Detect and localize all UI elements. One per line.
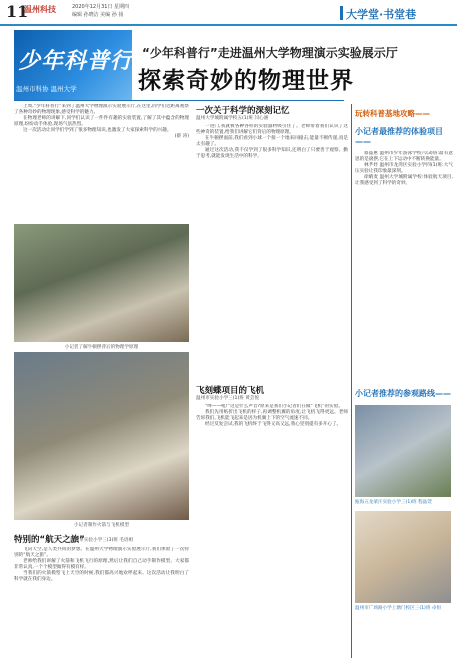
intro-credit: (蔡 涛) (174, 134, 189, 140)
article-paragraph: 经过反复尝试,我的飞机终于飞得又高又远,我心里别提有多开心了。 (205, 422, 342, 428)
image-caption: 温州市广场路小学上塘门校区三(1)班 卓恒 (355, 606, 442, 611)
sidebar-section-title: 小记者最推荐的体验项目—— (355, 127, 443, 146)
intro-paragraph: 上周,“少年科普行”来到了温州大学物理演示实验展示厅,在这里,同学们近距离观察了各种奇妙的物理现象,感受科学的魅力。 (14, 104, 189, 116)
article-paragraph: 通过这次活动,我不仅学到了很多科学知识,还明白了只要善于观察、勤于思考,就能发现生活中的科学。 (196, 148, 348, 160)
image-caption: 瓯海五龙蒙汗实验小学三(1)班 程晶萱 (355, 500, 432, 505)
intro-paragraph: 这一次活动让同学们学到了很多物理知识,也激发了大家探索科学的兴趣。 (23, 128, 172, 134)
sidebar-section-title: 小记者推荐的参观路线—— (355, 389, 451, 398)
route-map-image (355, 405, 451, 497)
article-byline: 温州大学城附属学校五(1)班 闫心涵 (196, 116, 269, 121)
photo-rocket-model (14, 352, 189, 520)
article-title: 飞刻蝶项目的飞机 (196, 386, 265, 396)
page-number: 11 (6, 2, 29, 21)
article-title: 一次关于科学的深刻记忆 (196, 106, 290, 116)
recommendation-item: 林芊妤 温州市龙湾区实验小学四(1)班:大气压实验让我印象最深刻。 (355, 163, 453, 175)
article-byline: 温州市实验小学三(3)班 毛语姐 (70, 538, 134, 543)
article-body (196, 404, 348, 659)
recommendation-item: 蔡晶惠 温州市少年游泳学校六(3)班:最有意思的是滚摆,它在上下运动中不断转换能量。 (355, 151, 453, 163)
article-title: 特别的“航天之旅” (14, 535, 85, 545)
article-paragraph: 我们先用纸折出飞机的样子,再调整机翼的角度,让飞机飞得更远。老师告诉我们,飞机能飞起来是因为机翼上下的空气流速不同。 (196, 410, 348, 422)
section-marker (340, 6, 343, 20)
logo-title: 少年科普行 (18, 49, 134, 74)
photo-caption: 小记者了解牛顿摆背后的物理学原理 (64, 345, 139, 350)
route-map-image (355, 511, 451, 603)
article-body (196, 124, 348, 380)
article-paragraph: 当我们的火箭模型飞上天空的时候,我们都高兴地欢呼起来。这次活动让我明白了科学就在我们身边。 (14, 571, 189, 583)
photo-caption: 小记者制作火箭与飞机模型 (73, 523, 130, 528)
column-divider (351, 104, 352, 658)
lead-subtitle: “少年科普行”走进温州大学物理演示实验展示厅 (142, 46, 398, 60)
sidebar-recommendations (355, 151, 453, 383)
article-paragraph: 老师给我们讲解了火箭和飞机飞行的原理,然后让我们自己动手制作模型。大家都非常认真,一个个模型做得有模有样。 (14, 559, 189, 571)
photo-newton-cradle (14, 224, 189, 342)
date-line: 2020年12月31日 星期四 (72, 4, 130, 10)
recommendation-item: 徐晴麦 温州大学城附属学校:体验航天项目,让我感受到了科学的奇妙。 (355, 175, 453, 187)
intro-paragraph: 在物理老师的讲解下,同学们认识了一件件有趣的实验装置,了解了其中蕴含的物理原理,纷纷动手体验,现场气氛热烈。 (14, 116, 189, 128)
sidebar (355, 108, 453, 658)
sidebar-header: 玩转科普基地攻略—— (355, 109, 430, 118)
divider (14, 100, 344, 101)
paper-name: 温州科技 (24, 5, 56, 14)
article-paragraph: 飞向天空,是人类共同的梦想。在温州大学物理演示实验展示厅,我们体验了一次特别的“航天之旅”。 (14, 547, 189, 559)
article-paragraph: 在牛顿摆面前,我们看到小球一个接一个地来回撞击,能量不断传递,真是太有趣了。 (196, 136, 348, 148)
editors-line: 编辑 孙晓洁 美编 孙 扬 (72, 12, 124, 18)
lead-headline: 探索奇妙的物理世界 (138, 68, 354, 94)
lead-intro (14, 104, 189, 222)
article-paragraph: “哗——吼!”这是什么声音?原来是我们小记者们在做“飞机”的实验。 (205, 404, 343, 409)
section-title: 大学堂·书堂巷 (346, 8, 417, 21)
article-paragraph: 一进门,我就被各种各样的实验器材吸引住了。老师带着我们认识了这些神奇的装置,给我们讲解它们背后的物理原理。 (196, 124, 348, 136)
logo-subtitle: 温州市科协 温州大学 (16, 85, 77, 93)
article-byline: 温州市实验小学三(1)班 黄芸悦 (196, 396, 260, 401)
article-body (14, 547, 189, 659)
